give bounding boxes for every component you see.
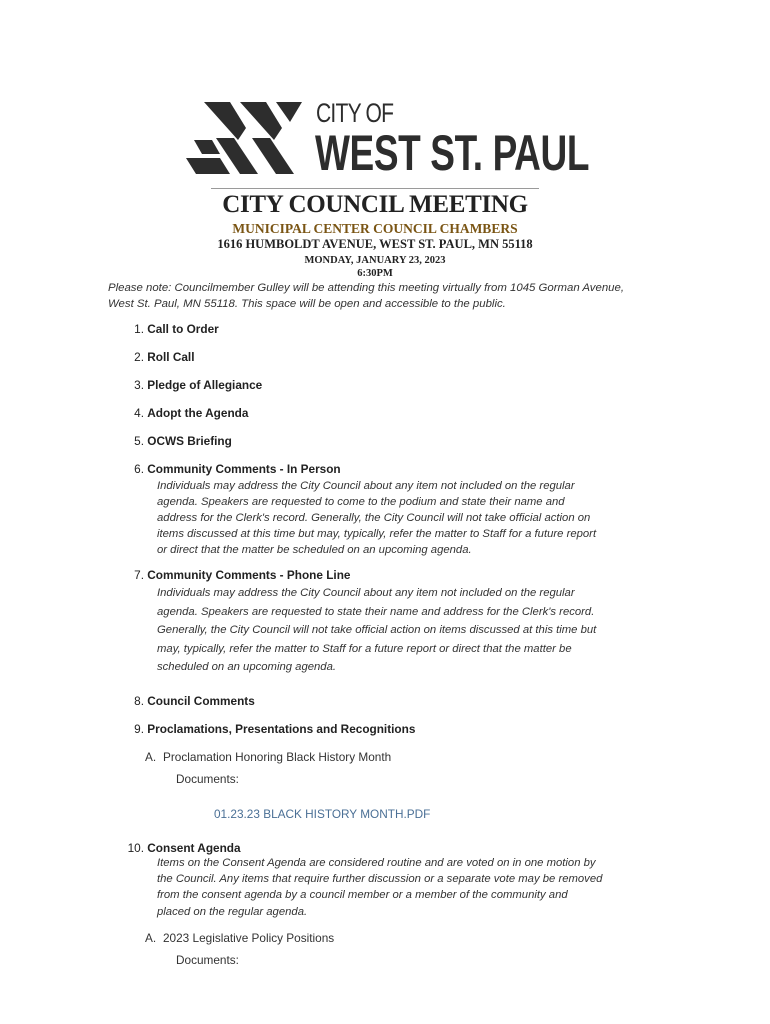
- meeting-address: 1616 HUMBOLDT AVENUE, WEST ST. PAUL, MN 55118: [217, 237, 533, 251]
- agenda-item: [116, 568, 350, 582]
- item-number: 9.: [134, 722, 144, 736]
- meeting-location: MUNICIPAL CENTER COUNCIL CHAMBERS: [232, 221, 518, 236]
- description-line: may, typically, refer the matter to Staff for a future report or direct that the matter be: [157, 642, 572, 655]
- agenda-item: [116, 694, 255, 708]
- agenda-item: [116, 350, 194, 364]
- item-label: Roll Call: [147, 350, 195, 364]
- agenda-item: [116, 378, 262, 392]
- description-line: the Council. Any items that require further discussion or a separate vote may be removed: [157, 873, 603, 886]
- item-description: [157, 855, 657, 920]
- documents-label: Documents:: [176, 953, 239, 967]
- agenda-item: [116, 322, 219, 336]
- description-line: placed on the regular agenda.: [157, 905, 308, 918]
- item-description: [157, 584, 657, 677]
- agenda-item: [116, 406, 248, 420]
- sub-item-letter: A.: [145, 750, 157, 764]
- item-label: OCWS Briefing: [147, 434, 232, 448]
- item-number: 3.: [134, 378, 144, 392]
- sub-item: [145, 931, 334, 945]
- item-number: 8.: [134, 694, 144, 708]
- description-line: scheduled on an upcoming agenda.: [157, 661, 337, 674]
- item-number: 6.: [134, 462, 144, 476]
- description-line: address for the Clerk's record. Generally, the City Council will not take official action on: [157, 512, 591, 524]
- description-line: Items on the Consent Agenda are considered routine and are voted on in one motion by: [157, 857, 596, 869]
- description-line: Generally, the City Council will not take official action on items discussed at this time but: [157, 624, 597, 637]
- logo-mark-icon: [186, 98, 316, 176]
- description-line: Individuals may address the City Council about any item not included on the regular: [157, 480, 575, 492]
- sub-item-letter: A.: [145, 931, 157, 945]
- item-number: 1.: [134, 322, 144, 336]
- description-line: items discussed at this time but may, typically, refer the matter to Staff for a future report: [157, 528, 597, 540]
- item-label: Consent Agenda: [147, 841, 241, 855]
- city-logo: [186, 98, 590, 181]
- item-label: Call to Order: [147, 322, 219, 336]
- description-line: agenda. Speakers are requested to state their name and address for the Clerk's record.: [157, 605, 595, 618]
- item-description: [157, 478, 657, 558]
- item-number: 4.: [134, 406, 144, 420]
- description-line: Individuals may address the City Council about any item not included on the regular: [157, 587, 575, 599]
- item-label: Council Comments: [147, 694, 255, 708]
- meeting-time: 6:30PM: [357, 268, 393, 279]
- sub-item: [145, 750, 391, 764]
- meeting-date: MONDAY, JANUARY 23, 2023: [304, 255, 446, 266]
- agenda-item: [116, 841, 241, 855]
- item-label: Pledge of Allegiance: [147, 378, 263, 392]
- item-number: 10.: [127, 841, 144, 855]
- item-number: 5.: [134, 434, 144, 448]
- logo-city-name: WEST ST. PAUL: [315, 125, 590, 181]
- header-divider: [211, 188, 539, 189]
- agenda-item: [116, 462, 341, 476]
- logo-city-of: CITY OF: [316, 98, 394, 128]
- documents-label: Documents:: [176, 772, 239, 786]
- item-number: 7.: [134, 568, 144, 582]
- agenda-item: [116, 434, 232, 448]
- sub-item-label: Proclamation Honoring Black History Month: [163, 750, 392, 764]
- description-line: agenda. Speakers are requested to come to the podium and state their name and: [157, 496, 565, 508]
- agenda-item: [116, 722, 415, 736]
- item-label: Community Comments - In Person: [147, 462, 341, 476]
- item-label: Proclamations, Presentations and Recognitions: [147, 722, 416, 736]
- item-label: Adopt the Agenda: [147, 406, 249, 420]
- sub-item-label: 2023 Legislative Policy Positions: [163, 931, 335, 945]
- item-number: 2.: [134, 350, 144, 364]
- page-title: CITY COUNCIL MEETING: [222, 191, 528, 218]
- item-label: Community Comments - Phone Line: [147, 568, 351, 582]
- description-line: from the consent agenda by a council member or a member of the community and: [157, 889, 568, 902]
- description-line: or direct that the matter be scheduled on an upcoming agenda.: [157, 544, 472, 556]
- attendance-note: Please note: Councilmember Gulley will be attending this meeting virtually from 1045 Gorman Avenue, West St. Paul, MN 55118. This space will be open and accessible to the public.: [108, 282, 625, 310]
- document-link[interactable]: 01.23.23 BLACK HISTORY MONTH.PDF: [214, 807, 431, 821]
